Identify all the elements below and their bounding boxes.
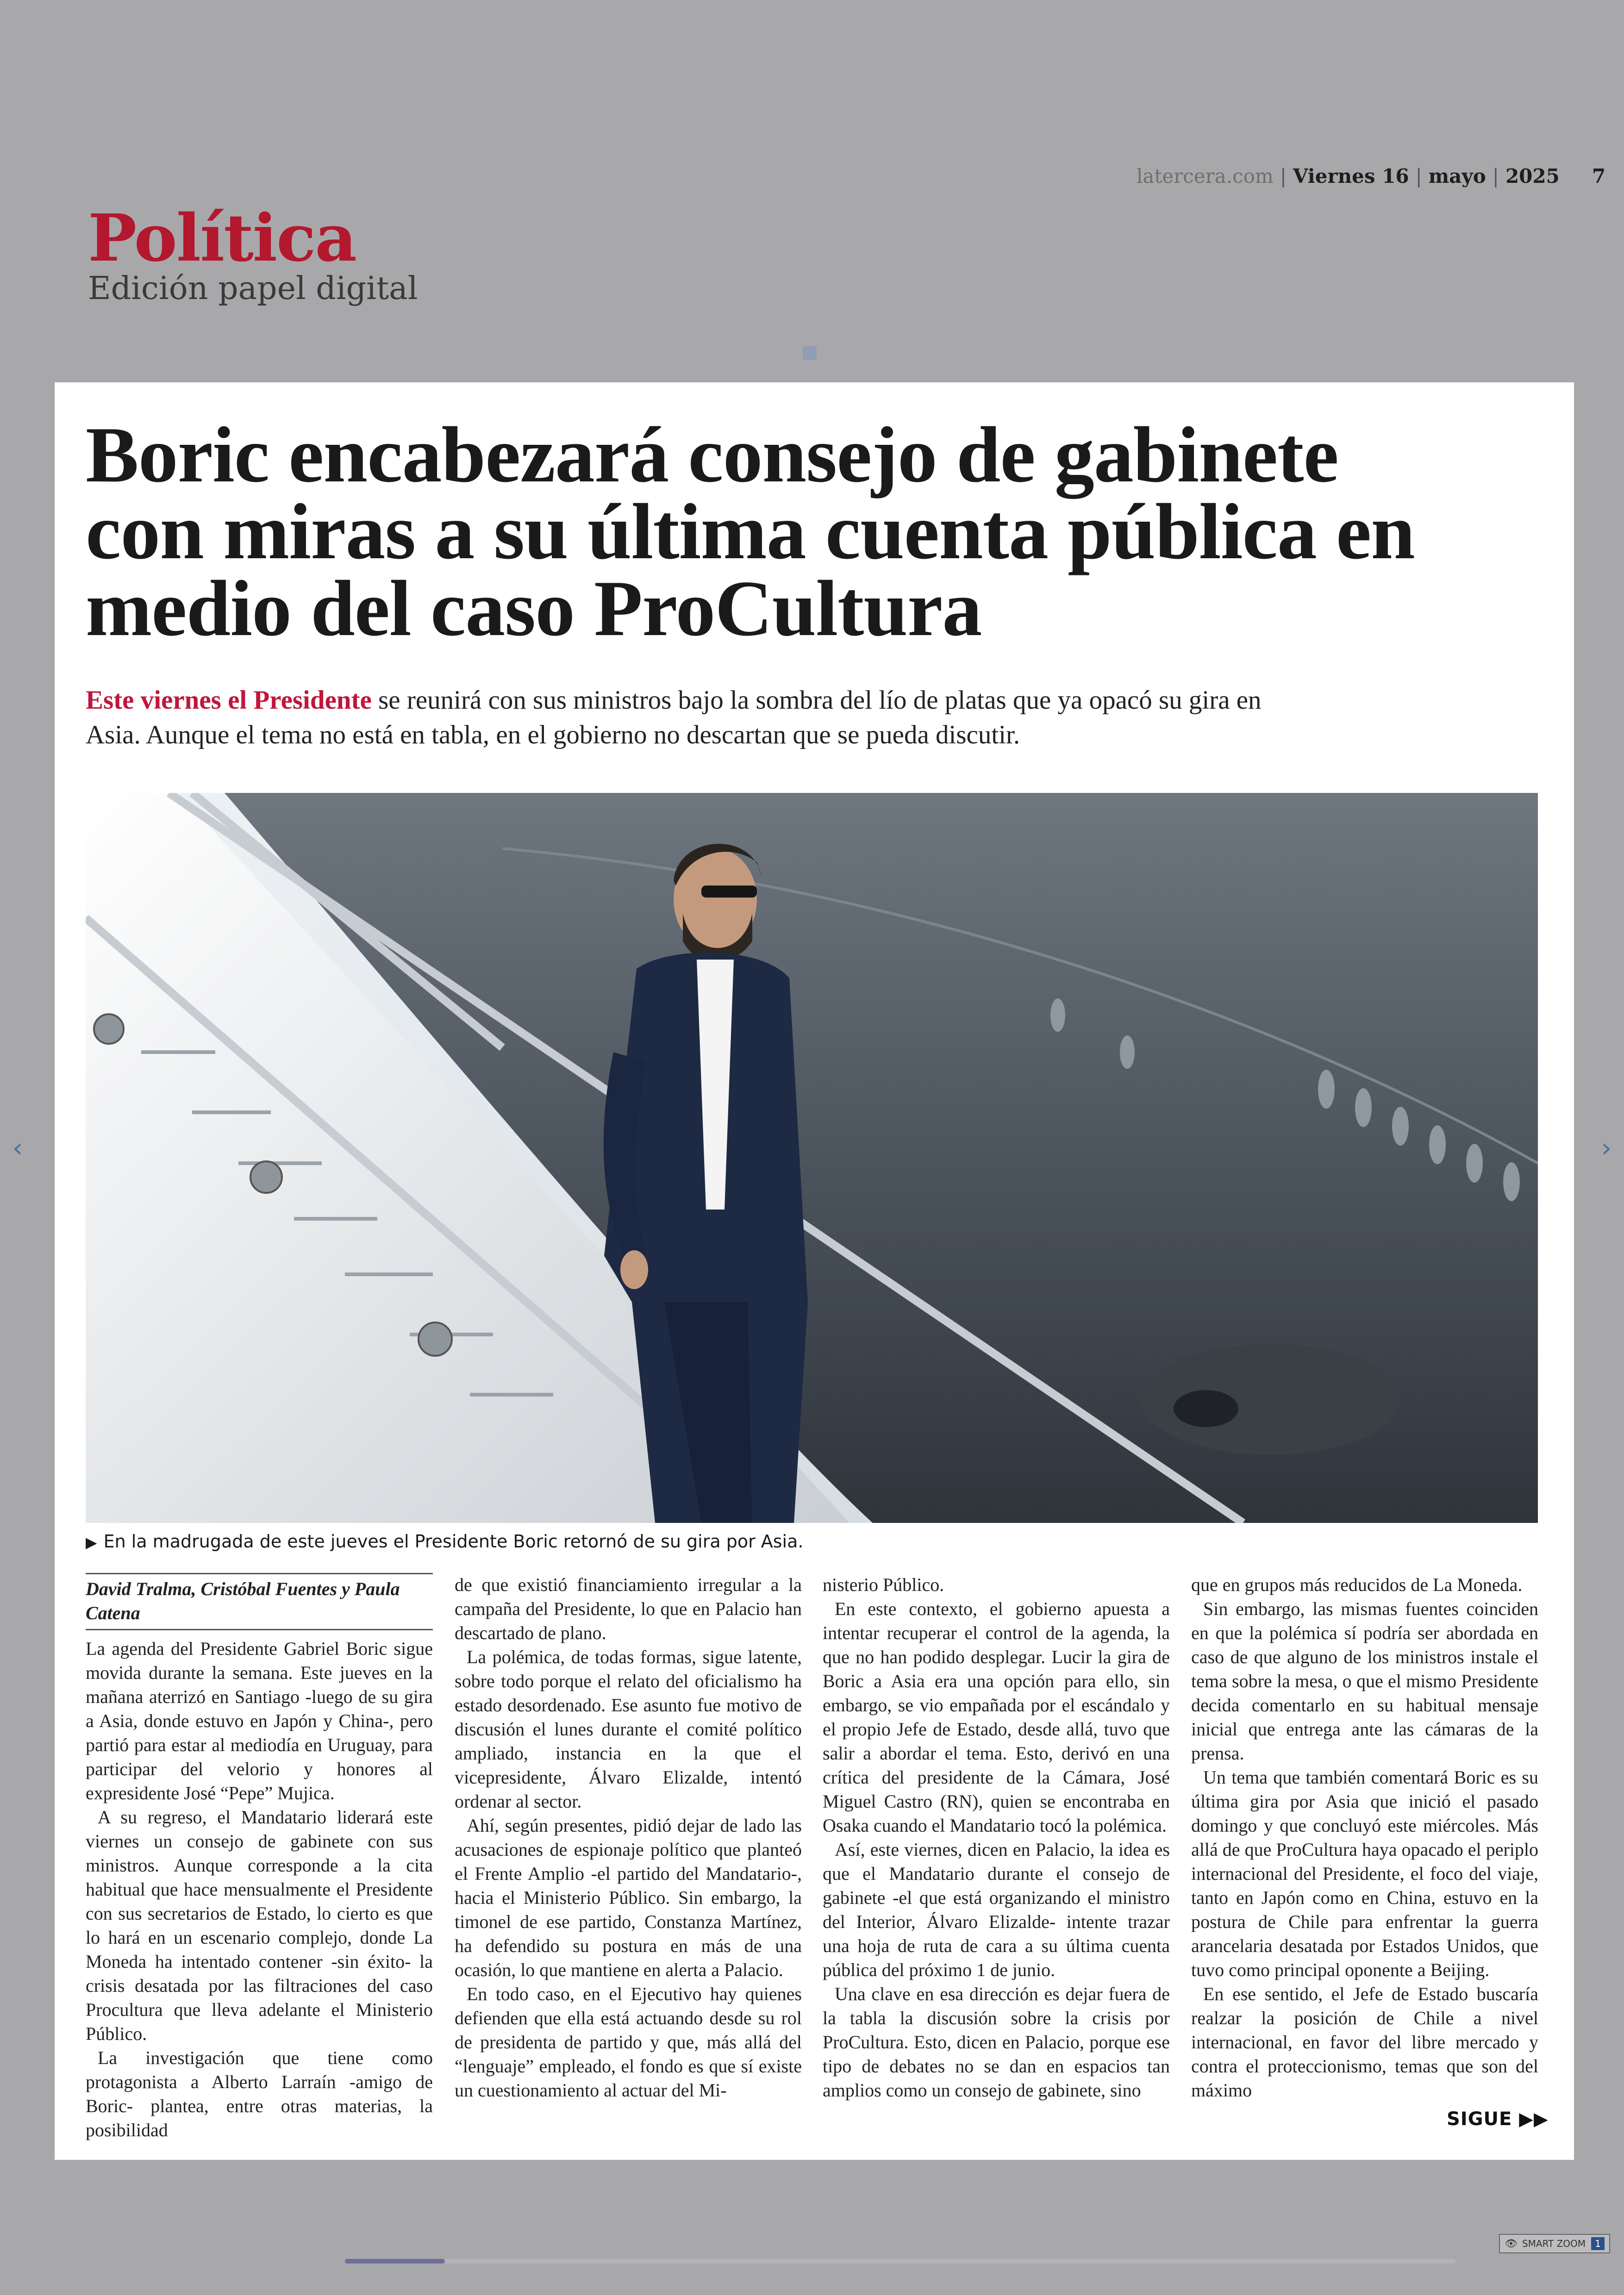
page-header-meta — [1137, 160, 1605, 192]
dek-lead: Este viernes el Presidente — [86, 686, 372, 715]
paragraph: Una clave en esa dirección es dejar fuera de la tabla la discusión sobre la crisis por ProCultura. Esto, dicen en Palacio, porque ese tipo de debates no se dan en espacios tan amplios como un consejo de gabinete, sino — [823, 1983, 1170, 2101]
article-column-2 — [455, 1573, 802, 2102]
zoom-label: SMART ZOOM — [1522, 2238, 1586, 2249]
page-number: 7 — [1592, 164, 1606, 187]
separator: | — [1415, 164, 1422, 187]
section-title: Política — [88, 200, 356, 276]
byline: David Tralma, Cristóbal Fuentes y Paula Catena — [86, 1573, 433, 1630]
paragraph: Ahí, según presentes, pidió dejar de lado las acusaciones de espionaje político que planteó el Frente Amplio -el partido del Mandatario-, hacia el Ministerio Público. Sin embargo, la timonel de ese partido, Constanza Martínez, ha defendido su postura en más de una ocasión, lo que mantiene en alerta a Palacio. — [455, 1815, 802, 1980]
paragraph: La polémica, de todas formas, sigue latente, sobre todo porque el relato del oficialismo ha estado desordenado. Ese asunto fue motivo de discusión el lunes durante el comité político ampliado, instancia en la que el vicepresidente, Álvaro Elizalde, intentó ordenar al sector. — [455, 1646, 802, 1812]
paragraph: En este contexto, el gobierno apuesta a intentar recuperar el control de la agenda, la que no han podido desplegar. Lucir la gira de Boric a Asia era una opción para ello, sin embargo, se vio empañada por el escándalo y el propio Jefe de Estado, desde allá, tuvo que salir a abordar el tema. Esto, derivó en una crítica del presidente de la Cámara, José Miguel Castro (RN), quien se encontraba en Osaka cuando el Mandatario tocó la polémica. — [823, 1598, 1170, 1836]
article-column-4 — [1191, 1573, 1538, 2102]
continue-marker: SIGUE ▶▶ — [1447, 2108, 1549, 2130]
separator: | — [1280, 164, 1287, 187]
caption-arrow-icon: ▶ — [86, 1534, 97, 1551]
previous-page-button[interactable] — [4, 1134, 31, 1162]
paragraph: En ese sentido, el Jefe de Estado buscaría realzar la posición de Chile a nivel internacional, en favor del libre mercado y contra el proteccionismo, temas que son del máximo — [1191, 1983, 1538, 2101]
eye-icon: 👁 — [1505, 2238, 1518, 2250]
chevron-right-icon: › — [1601, 1133, 1612, 1163]
date-month: mayo — [1428, 164, 1486, 187]
article-dek — [86, 683, 1312, 752]
article-photo — [86, 793, 1538, 1523]
zoom-level: 1 — [1591, 2237, 1605, 2250]
date-year: 2025 — [1505, 164, 1560, 187]
paragraph: nisterio Público. — [823, 1574, 944, 1595]
page-scrollbar[interactable] — [345, 2259, 1456, 2264]
caption-text: En la madrugada de este jueves el Presidente Boric retornó de su gira por Asia. — [103, 1531, 804, 1552]
paragraph: que en grupos más reducidos de La Moneda. — [1191, 1574, 1523, 1595]
site-name: latercera.com — [1137, 164, 1274, 187]
paragraph: A su regreso, el Mandatario liderará este viernes un consejo de gabinete con sus ministros. Aunque corresponde a la cita habitual que hace mensualmente el Presidente con sus secretarios de Estado, lo cierto es que lo hará en un escenario complejo, donde La Moneda ha intentado contener -sin éxito- la crisis desatada por las filtraciones del caso Procultura que lleva adelante el Ministerio Público. — [86, 1807, 433, 2044]
article-headline: Boric encabezará consejo de gabinete con miras a su última cuenta pública en medio del caso ProCultura — [86, 411, 1415, 653]
date-day: Viernes 16 — [1293, 164, 1409, 187]
paragraph: Sin embargo, las mismas fuentes coinciden en que la polémica sí podría ser abordada en caso de que alguno de los ministros instale el tema sobre la mesa, o que el mismo Presidente decida comentarlo en su habitual mensaje inicial que entrega ante las cámaras de la prensa. — [1191, 1598, 1538, 1764]
article-column-3 — [823, 1573, 1170, 2102]
paragraph: de que existió financiamiento irregular a la campaña del Presidente, lo que en Palacio han descartado de plano. — [455, 1574, 802, 1643]
photo-caption — [86, 1528, 1521, 1556]
paragraph: La investigación que tiene como protagonista a Alberto Larraín -amigo de Boric- plantea, entre otras materias, la posibilidad — [86, 2047, 433, 2140]
next-page-button[interactable] — [1593, 1134, 1620, 1162]
paragraph: La agenda del Presidente Gabriel Boric sigue movida durante la semana. Este jueves en la mañana aterrizó en Santiago -luego de su gira a Asia, donde estuvo en Japón y China-, pero partió para estar al mediodía en Uruguay, para participar del velorio y honores al expresidente José “Pepe” Mujica. — [86, 1638, 433, 1803]
page-marker-icon[interactable] — [803, 346, 817, 360]
article-column-1 — [86, 1573, 433, 2142]
page-scrollbar-thumb[interactable] — [345, 2259, 445, 2264]
paragraph: En todo caso, en el Ejecutivo hay quienes defienden que ella está actuando desde su rol de presidenta de partido y que, más allá del “lenguaje” empleado, el fondo es que sí existe un cuestionamiento al actuar del Mi- — [455, 1983, 802, 2101]
paragraph: Así, este viernes, dicen en Palacio, la idea es que el Mandatario durante el consejo de gabinete -el que está organizando el ministro del Interior, Álvaro Elizalde- intente trazar una hoja de ruta de cara a su última cuenta pública del próximo 1 de junio. — [823, 1839, 1170, 1980]
smart-zoom-control[interactable] — [1499, 2234, 1610, 2253]
separator: | — [1492, 164, 1499, 187]
paragraph: Un tema que también comentará Boric es su última gira por Asia que inició el pasado domingo y que concluyó este miércoles. Más allá de que ProCultura haya opacado el periplo internacional del Presidente, el foco del viaje, tanto en Japón como en China, estuvo en la postura de Chile para enfrentar la guerra arancelaria desatada por Estados Unidos, que tuvo como principal oponente a Beijing. — [1191, 1767, 1538, 1980]
photo-illustration — [86, 793, 1538, 1523]
chevron-left-icon: ‹ — [12, 1133, 23, 1163]
dek-text: se reunirá con sus ministros bajo la sombra del lío de platas que ya opacó su gira en Asia. Aunque el tema no está en tabla, en el gobierno no descartan que se pueda discutir. — [86, 686, 1262, 749]
edition-label: Edición papel digital — [88, 270, 418, 307]
